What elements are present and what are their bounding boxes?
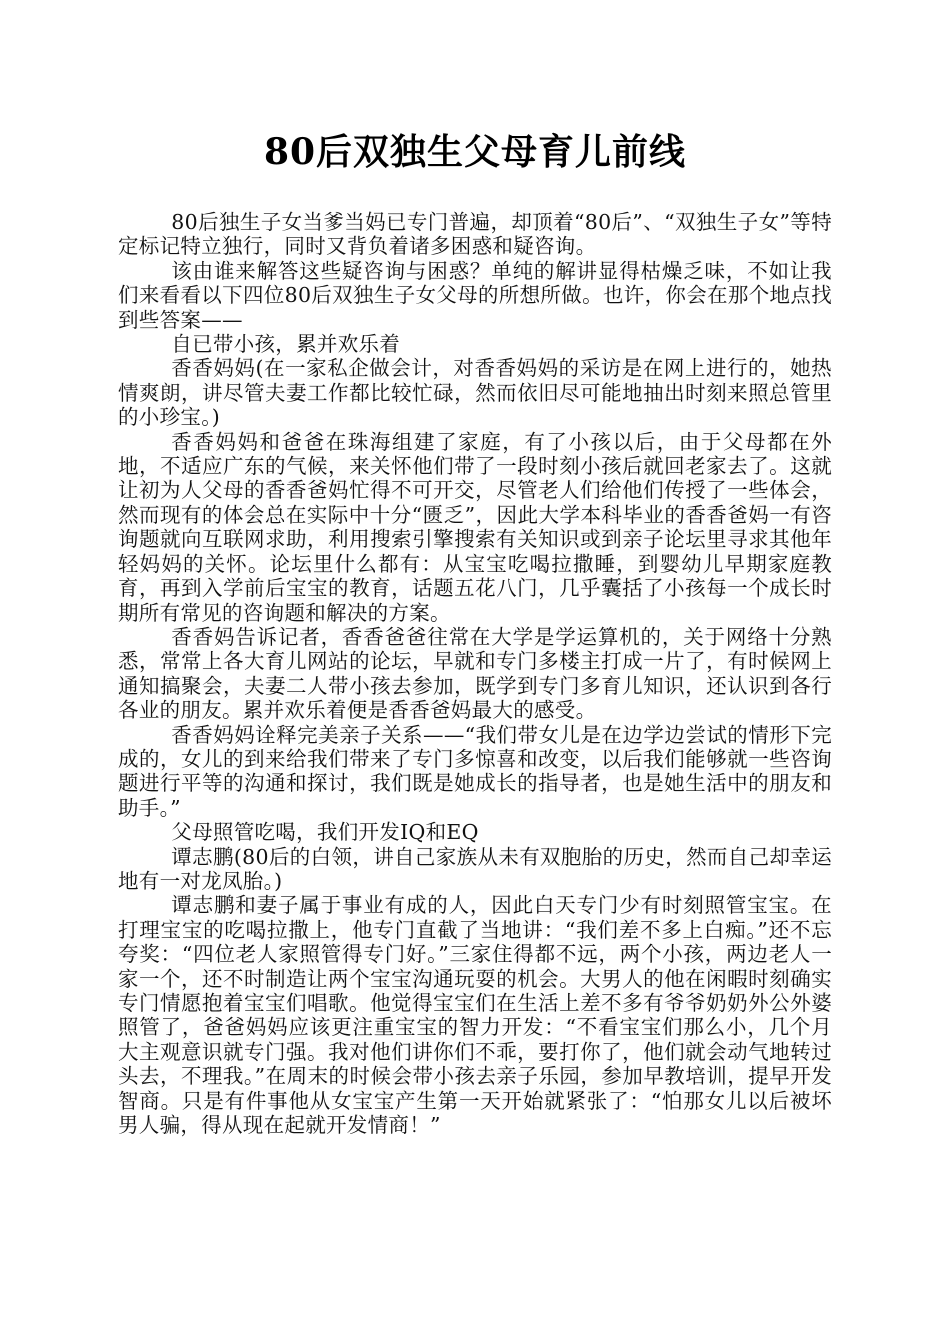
document-title: 80后双独生父母育儿前线 — [263, 131, 687, 173]
document-body — [118, 210, 832, 1137]
paragraph-xiangxiang-intro: 香香妈妈(在一家私企做会计，对香香妈妈的采访是在网上进行的，她热情爽朗，讲尽管夫妻工作都比较忙碌，然而依旧尽可能地抽出时刻来照总管里的小珍宝。) — [118, 356, 832, 430]
section-heading-iq-eq: 父母照管吃喝，我们开发IQ和EQ — [171, 820, 479, 845]
paragraph-xiangxiang-forum: 香香妈告诉记者，香香爸爸往常在大学是学运算机的，关于网络十分熟悉，常常上各大育儿网站的论坛，早就和专门多楼主打成一片了，有时候网上通知搞聚会，夫妻二人带小孩去参加，既学到专门多育儿知识，还认识到各行各业的朋友。累并欢乐着便是香香爸妈最大的感受。 — [118, 624, 832, 723]
paragraph-tan-story: 谭志鹏和妻子属于事业有成的人，因此白天专门少有时刻照管宝宝。在打理宝宝的吃喝拉撒上，他专门直截了当地讲：“我们差不多上白痴。”还不忘夸奖：“四位老人家照管得专门好。”三家住得都不远，两个小孩，两边老人一家一个，还不时制造让两个宝宝沟通玩耍的机会。大男人的他在闲暇时刻确实专门情愿抱着宝宝们唱歌。他觉得宝宝们在生活上差不多有爷爷奶奶外公外婆照管了，爸爸妈妈应该更注重宝宝的智力开发：“不看宝宝们那么小，几个月大主观意识就专门强。我对他们讲你们不乖，要打你了，他们就会动气地转过头去，不理我。”在周末的时候会带小孩去亲子乐园，参加早教培训，提早开发智商。只是有件事他从女宝宝产生第一天开始就紧张了：“怕那女儿以后被坏男人骗，得从现在起就开发情商！” — [118, 893, 832, 1138]
paragraph-xiangxiang-family: 香香妈妈和爸爸在珠海组建了家庭，有了小孩以后，由于父母都在外地，不适应广东的气候，来关怀他们带了一段时刻小孩后就回老家去了。这就让初为人父母的香香爸妈忙得不可开交，尽管老人们给他们传授了一些体会，然而现有的体会总在实际中十分“匮乏”，因此大学本科毕业的香香爸妈一有咨询题就向互联网求助，利用搜索引擎搜索有关知识或到亲子论坛里寻求其他年轻妈妈的关怀。论坛里什么都有：从宝宝吃喝拉撒睡，到婴幼儿早期家庭教育，再到入学前后宝宝的教育，话题五花八门，几乎囊括了小孩每一个成长时期所有常见的咨询题和解决的方案。 — [118, 429, 832, 625]
paragraph-tan-intro: 谭志鹏(80后的白领，讲自己家族从未有双胞胎的历史，然而自己却幸运地有一对龙凤胎。) — [118, 844, 832, 893]
paragraph-intro: 80后独生子女当爹当妈已专门普遍，却顶着“80后”、“双独生子女”等特定标记特立独行，同时又背负着诸多困惑和疑咨询。 — [118, 210, 832, 259]
paragraph-question: 该由谁来解答这些疑咨询与困惑？单纯的解讲显得枯燥乏味，不如让我们来看看以下四位80后双独生子女父母的所想所做。也许，你会在那个地点找到些答案—— — [118, 258, 832, 332]
section-heading-self-raising: 自已带小孩，累并欢乐着 — [171, 332, 401, 357]
paragraph-xiangxiang-quote: 香香妈妈诠释完美亲子关系——“我们带女儿是在边学边尝试的情形下完成的，女儿的到来给我们带来了专门多惊喜和改变，以后我们能够就一些咨询题进行平等的沟通和探讨，我们既是她成长的指导者，也是她生活中的朋友和助手。” — [118, 722, 832, 820]
